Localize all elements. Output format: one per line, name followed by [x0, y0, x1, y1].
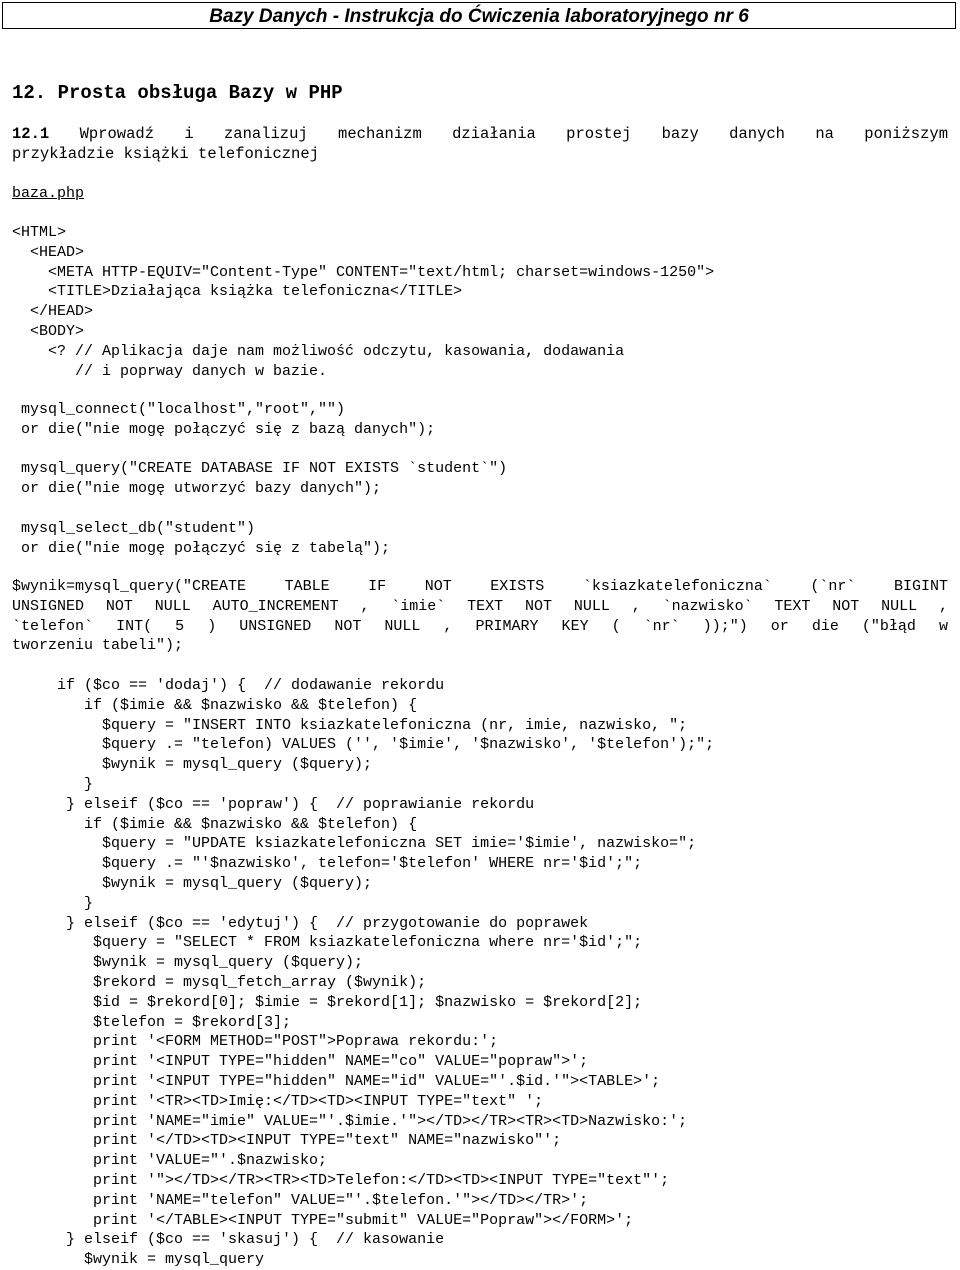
code-line: $query = "SELECT * FROM ksiazkatelefoniczna where nr='$id';"; — [12, 934, 643, 952]
code-line: <META HTTP-EQUIV="Content-Type" CONTENT="text/html; charset=windows-1250"> — [12, 263, 715, 281]
code-line: <BODY> — [12, 323, 85, 340]
code-line: $wynik = mysql_query ($query); — [12, 875, 373, 892]
code-line: print 'NAME="imie" VALUE="'.$imie.'"></TD></TR><TR><TD>Nazwisko:'; — [12, 1112, 688, 1130]
code-line: $query .= "telefon) VALUES ('', '$imie', '$nazwisko', '$telefon');"; — [12, 736, 715, 754]
code-line: print '<INPUT TYPE="hidden" NAME="id" VALUE="'.$id.'"><TABLE>'; — [12, 1073, 661, 1090]
code-line: print 'NAME="telefon" VALUE="'.$telefon.'"></TD></TR>'; — [12, 1191, 589, 1209]
section-title: 12. Prosta obsługa Bazy w PHP — [12, 82, 343, 104]
code-line: <HTML> — [12, 224, 67, 241]
task-number: 12.1 — [12, 125, 50, 143]
code-line: } — [12, 894, 94, 912]
code-line: UNSIGNED NOT NULL AUTO_INCREMENT , `imie` TEXT NOT NULL , `nazwisko` TEXT NOT NULL , — [12, 597, 948, 615]
code-line: $id = $rekord[0]; $imie = $rekord[1]; $nazwisko = $rekord[2]; — [12, 993, 643, 1011]
code-line: or die("nie mogę utworzyć bazy danych"); — [12, 480, 382, 498]
code-line: mysql_connect("localhost","root","") — [12, 401, 346, 418]
code-line: print '"></TD></TR><TR><TD>Telefon:</TD><TD><INPUT TYPE="text"'; — [12, 1172, 670, 1189]
code-line: print '<INPUT TYPE="hidden" NAME="co" VALUE="popraw">'; — [12, 1053, 589, 1071]
code-line: $telefon = $rekord[3]; — [12, 1013, 292, 1031]
code-line: print '<FORM METHOD="POST">Poprawa rekordu:'; — [12, 1033, 499, 1051]
file-name: baza.php — [12, 185, 85, 202]
code-line: if ($imie && $nazwisko && $telefon) { — [12, 815, 418, 833]
code-line: print 'VALUE="'.$nazwisko; — [12, 1152, 328, 1170]
document-title: Bazy Danych - Instrukcja do Ćwiczenia laboratoryjnego nr 6 — [209, 6, 749, 27]
code-line: print '<TR><TD>Imię:</TD><TD><INPUT TYPE="text" '; — [12, 1092, 544, 1110]
task-intro-continued: przykładzie książki telefonicznej — [12, 145, 319, 163]
code-line: mysql_query("CREATE DATABASE IF NOT EXISTS `student`") — [12, 460, 508, 478]
code-line: $query .= "'$nazwisko', telefon='$telefon' WHERE nr='$id';"; — [12, 855, 643, 873]
code-line: <? // Aplikacja daje nam możliwość odczytu, kasowania, dodawania — [12, 342, 625, 360]
code-line: $query = "UPDATE ksiazkatelefoniczna SET imie='$imie', nazwisko="; — [12, 835, 697, 853]
code-line: tworzeniu tabeli"); — [12, 637, 184, 654]
code-line: or die("nie mogę połączyć się z tabelą"); — [12, 539, 391, 557]
code-line: } — [12, 776, 94, 793]
code-line: mysql_select_db("student") — [12, 519, 256, 537]
code-line: $wynik = mysql_query ($query); — [12, 954, 364, 972]
code-line: print '</TD><TD><INPUT TYPE="text" NAME="nazwisko"'; — [12, 1132, 562, 1150]
code-line: if ($imie && $nazwisko && $telefon) { — [12, 696, 418, 714]
code-line: print '</TABLE><INPUT TYPE="submit" VALUE="Popraw"></FORM>'; — [12, 1211, 634, 1229]
code-line: if ($co == 'dodaj') { // dodawanie rekordu — [12, 677, 445, 694]
task-intro-text: Wprowadź i zanalizuj mechanizm działania prostej bazy danych na poniższym — [79, 125, 948, 143]
page-header — [2, 2, 956, 29]
code-line: </HEAD> — [12, 303, 94, 321]
code-line: <HEAD> — [12, 243, 85, 261]
code-line: } elseif ($co == 'popraw') { // poprawianie rekordu — [12, 795, 535, 813]
code-line: $wynik = mysql_query — [12, 1251, 265, 1269]
task-intro — [12, 124, 948, 144]
code-line: } elseif ($co == 'skasuj') { // kasowanie — [12, 1231, 445, 1249]
code-line: `telefon` INT( 5 ) UNSIGNED NOT NULL , PRIMARY KEY ( `nr` ));") or die ("błąd w — [12, 617, 948, 635]
code-line: $rekord = mysql_fetch_array ($wynik); — [12, 974, 427, 991]
code-line: $wynik = mysql_query ($query); — [12, 756, 373, 774]
code-line: <TITLE>Działająca książka telefoniczna</TITLE> — [12, 283, 463, 301]
code-line: $query = "INSERT INTO ksiazkatelefoniczna (nr, imie, nazwisko, "; — [12, 716, 688, 734]
code-line: } elseif ($co == 'edytuj') { // przygotowanie do poprawek — [12, 914, 589, 932]
code-line: $wynik=mysql_query("CREATE TABLE IF NOT EXISTS `ksiazkatelefoniczna` (`nr` BIGINT — [12, 578, 948, 595]
code-line: or die("nie mogę połączyć się z bazą danych"); — [12, 420, 436, 438]
code-line: // i poprway danych w bazie. — [12, 362, 328, 380]
